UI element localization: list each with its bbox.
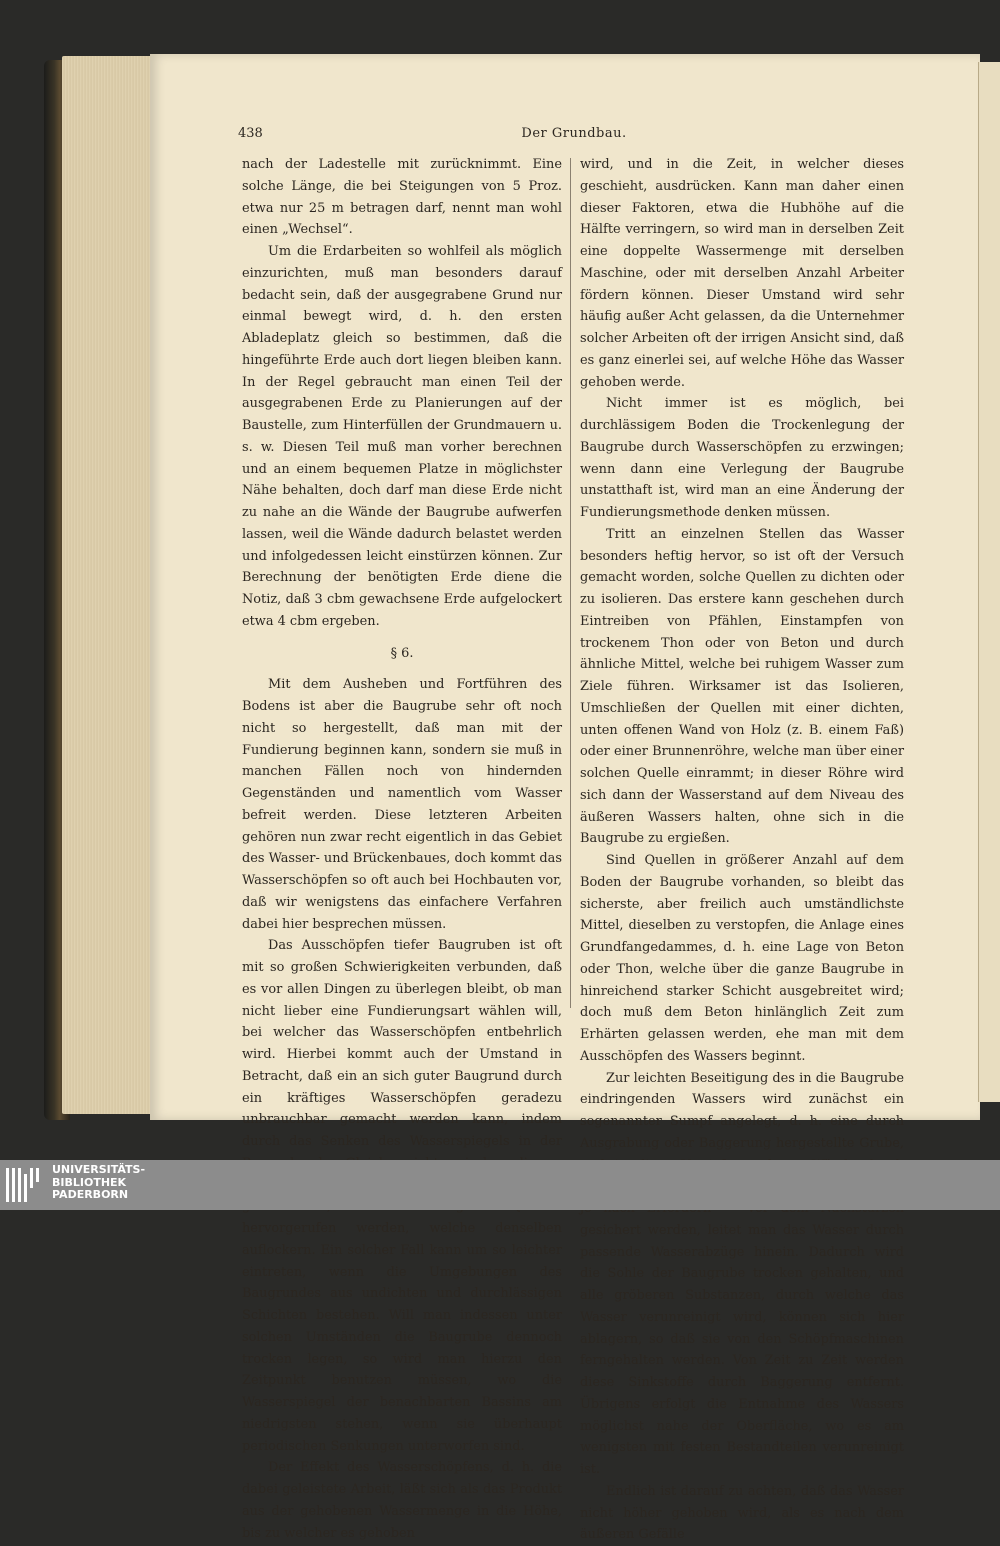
library-name-line: UNIVERSITÄTS- [52, 1163, 146, 1176]
paragraph: Das Ausschöpfen tiefer Baugruben ist oft mit so großen Schwierigkeiten verbunden, daß es vor allen Dingen zu überlegen bleibt, ob man nicht lieber eine Fundierungsart wählen will, bei welcher das Wasserschöpfen entbehrlich wird. Hierbei kommt auch der Umstand in Betracht, daß ein an sich guter Baugrund durch ein kräftiges Wasserschöpfen geradezu unbrauchbar gemacht werden kann, indem durch das Senken des Wasserspiegels in der hervorgerufen werden, welche denselben auflockern. Ein solcher Fall kann um so leichter eintreten, wenn die Umgebungen des Baugrundes aus undichten und durchlässigen Schichten bestehen. Will man indessen unter solchen Umständen die Baugrube dennoch trocken legen, so wird man hierzu den Zeitpunkt benutzen müssen, wo die Wasserspiegel der benachbarten Bassins am niedrigsten stehen, wenn sie überhaupt periodischen Senkungen unterworfen sind. [242, 938, 562, 1454]
page-stack-edge [62, 56, 162, 1114]
paragraph: Zur leichten Beseitigung des in die Baugrube eindringenden Wassers wird zunächst ein sogenannter Sumpf angelegt, d. h. eine durch Ausgrabung oder Baggerung hergestellte Grube, gesichert werden, leitet man das Wasser durch passende Wasserabzüge hinein. Dadurch wird die Sohle der Baugrube trocken gehalten, und alle gröberen Substanzen, durch welche das Wasser verunreinigt wird, können sich hier ablagern, so daß sie von den Schöpfmaschinen ferngehalten werden. Von Zeit zu Zeit werden diese Sinkstoffe durch Baggerung entfernt. Übrigens erfolgt die Entnahme des Wassers möglichst nahe der Oberfläche, wo es am wenigsten mit festen Bestandteilen verunreinigt ist. [580, 1070, 904, 1477]
left-column [242, 154, 562, 1544]
paragraph: Endlich ist darauf zu achten, daß das Wasser nicht höher gehoben wird, als es nach dem äußeren Gefälle [580, 1483, 904, 1543]
facing-page-edge [978, 62, 1000, 1102]
section-heading: § 6. [390, 645, 414, 661]
running-title: Der Grundbau. [521, 126, 627, 141]
column-divider [570, 158, 571, 1008]
paragraph: nach der Ladestelle mit zurücknimmt. Eine solche Länge, die bei Steigungen von 5 Proz. etwa nur 25 m betragen darf, nennt man wohl einen „Wechsel“. [242, 157, 562, 238]
library-name [52, 1164, 145, 1202]
paragraph: Tritt an einzelnen Stellen das Wasser besonders heftig hervor, so ist oft der Versuch gemacht worden, solche Quellen zu dichten oder zu isolieren. Das erstere kann geschehen durch Eintreiben von Pfählen, Einstampfen von trockenem Thon oder von Beton und durch ähnliche Mittel, welche bei ruhigem Wasser zum Ziele führen. Wirksamer ist das Isolieren, Umschließen der Quellen mit einer dichten, unten offenen Wand von Holz (z. B. einem Faß) oder einer Brunnenröhre, welche man über einer solchen Quelle einrammt; in dieser Röhre wird sich dann der Wasserstand auf dem Niveau des äußeren Wassers halten, ohne sich in die Baugrube zu ergießen. [580, 526, 904, 847]
paragraph: Mit dem Ausheben und Fortführen des Bodens ist aber die Baugrube sehr oft noch nicht so hergestellt, daß man mit der Fundierung beginnen kann, sondern sie muß in manchen Fällen noch von hindernden Gegenständen und namentlich vom Wasser befreit werden. Diese letzteren Arbeiten gehören nun zwar recht eigentlich in das Gebiet des Wasser- und Brückenbaues, doch kommt das Wasserschöpfen so oft auch bei Hochbauten vor, daß wir wenigstens das einfachere Verfahren dabei hier besprechen müssen. [242, 677, 562, 932]
page-number: 438 [238, 126, 263, 141]
paragraph: wird, und in die Zeit, in welcher dieses geschieht, ausdrücken. Kann man daher einen dieser Faktoren, etwa die Hubhöhe auf die Hälfte verringern, so wird man in derselben Zeit eine doppelte Wassermenge mit derselben Maschine, oder mit derselben Anzahl Arbeiter fördern können. Dieser Umstand wird sehr häufig außer Acht gelassen, da die Unternehmer solcher Arbeiten oft der irrigen Ansicht sind, daß es ganz einerlei sei, auf welche Höhe das Wasser gehoben werde. [580, 157, 904, 390]
paragraph: Der Effekt des Wasserschöpfens, d. h. die dabei geleistete Arbeit, läßt sich als das Produkt aus der gehobenen Wassermenge in die Höhe, bis zu welcher es gehoben [242, 1460, 562, 1541]
library-footer-bar [0, 1160, 1000, 1210]
paragraph: Sind Quellen in größerer Anzahl auf dem Boden der Baugrube vorhanden, so bleibt das sicherste, aber freilich auch umständlichste Mittel, dieselben zu verstopfen, die Anlage eines Grundfangedammes, d. h. eine Lage von Beton oder Thon, welche über die ganze Baugrube in hinreichend starker Schicht ausgebreitet wird; doch muß dem Beton hinlänglich Zeit zum Erhärten gelassen werden, ehe man mit dem Ausschöpfen des Wassers beginnt. [580, 853, 904, 1064]
paragraph: Nicht immer ist es möglich, bei durchlässigem Boden die Trockenlegung der Baugrube durch Wasserschöpfen zu erzwingen; wenn dann eine Verlegung der Baugrube unstatthaft ist, wird man an eine Änderung der Fundierungsmethode denken müssen. [580, 396, 904, 520]
library-name-line: BIBLIOTHEK [52, 1175, 127, 1189]
library-logo-icon [4, 1164, 44, 1206]
right-column [580, 154, 904, 1546]
paragraph: Um die Erdarbeiten so wohlfeil als möglich einzurichten, muß man besonders darauf bedacht sein, daß der ausgegrabene Grund nur einmal bewegt wird, d. h. den ersten Abladeplatz gleich so bestimmen, daß die hingeführte Erde auch dort liegen bleiben kann. In der Regel gebraucht man einen Teil der ausgegrabenen Erde zu Planierungen auf der Baustelle, zum Hinterfüllen der Grundmauern u. s. w. Diesen Teil muß man vorher berechnen und an einem bequemen Platze in möglichster Nähe behalten, doch darf man diese Erde nicht zu nahe an die Wände der Baugrube aufwerfen lassen, weil die Wände dadurch belastet werden und infolgedessen leicht einstürzen können. Zur Berechnung der benötigten Erde diene die Notiz, daß 3 cbm gewachsene Erde aufgelockert etwa 4 cbm ergeben. [242, 244, 562, 629]
page-header [238, 126, 910, 146]
library-name-line: PADERBORN [52, 1188, 129, 1201]
